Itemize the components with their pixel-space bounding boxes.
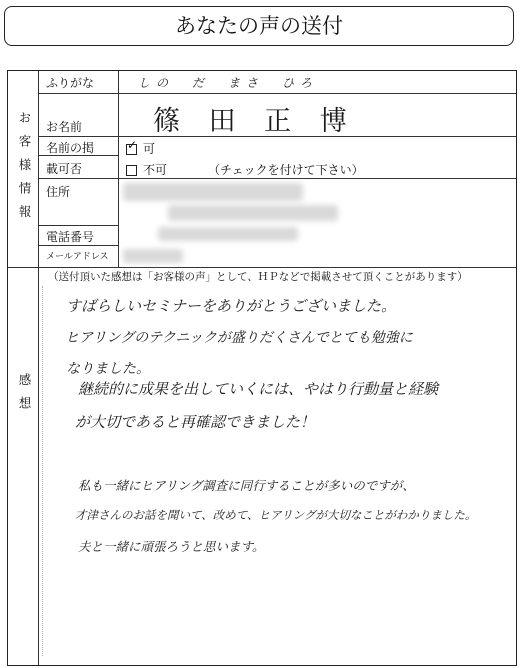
row-divider bbox=[38, 225, 118, 226]
phone-label: 電話番号 bbox=[46, 230, 95, 244]
redacted-address bbox=[123, 183, 303, 201]
voice-form bbox=[7, 70, 517, 666]
impression-line-6: 私も一緒にヒアリング調査に同行することが多いのですが、 bbox=[78, 478, 415, 493]
impression-line-5: が大切であると再確認できました！ bbox=[75, 413, 316, 431]
impression-line-3: なりました。 bbox=[66, 361, 150, 377]
redacted-email bbox=[123, 249, 183, 263]
label-column-divider bbox=[118, 71, 119, 267]
row-divider bbox=[38, 178, 516, 179]
redacted-address-line2 bbox=[168, 205, 338, 221]
page-title: あなたの声の送付 bbox=[4, 6, 514, 46]
publish-yes-checkbox[interactable] bbox=[126, 138, 138, 155]
furigana-value: しの だ まさ ひろ bbox=[138, 76, 319, 90]
impression-line-1: すばらしいセミナーをありがとうございました。 bbox=[66, 297, 397, 315]
publish-no-label: 不可 bbox=[143, 163, 168, 177]
name-value: 篠 田 正 博 bbox=[153, 106, 357, 137]
impression-line-2: ヒアリングのテクニックが盛りだくさんでとても勉強に bbox=[65, 330, 413, 346]
impression-line-7: 才津さんのお話を聞いて、改めて、ヒアリングが大切なことがわかりました。 bbox=[75, 508, 477, 522]
publish-label-line2: 載可否 bbox=[46, 162, 83, 176]
name-label: お名前 bbox=[46, 120, 83, 134]
impression-line-4: 継続的に成果を出していくには、やはり行動量と経験 bbox=[78, 380, 439, 398]
publish-yes-option[interactable] bbox=[126, 140, 155, 157]
publish-label-line1: 名前の掲 bbox=[46, 141, 95, 155]
address-label: 住所 bbox=[46, 185, 71, 199]
publish-no-checkbox[interactable] bbox=[126, 165, 137, 176]
customer-info-label: お客様情報 bbox=[17, 111, 32, 229]
check-mark-icon: ✓ bbox=[127, 138, 138, 152]
redacted-phone bbox=[158, 227, 298, 241]
impressions-label: 感想 bbox=[17, 373, 32, 420]
impression-note: （送付頂いた感想は「お客様の声」として、ＨＰなどで掲載させて頂くことがあります） bbox=[48, 271, 468, 283]
impression-line-8: 夫と一緒に頑張ろうと思います。 bbox=[78, 539, 265, 554]
check-note: （チェックを付けて下さい） bbox=[208, 163, 364, 177]
publish-yes-label: 可 bbox=[143, 142, 156, 156]
left-column-divider bbox=[38, 71, 39, 665]
publish-no-option[interactable] bbox=[126, 161, 167, 178]
furigana-label: ふりがな bbox=[46, 76, 95, 90]
email-label: メールアドレス bbox=[46, 252, 109, 262]
section-divider bbox=[8, 267, 516, 268]
row-divider bbox=[38, 245, 118, 246]
dotted-guide bbox=[42, 286, 43, 656]
row-divider bbox=[38, 93, 516, 94]
